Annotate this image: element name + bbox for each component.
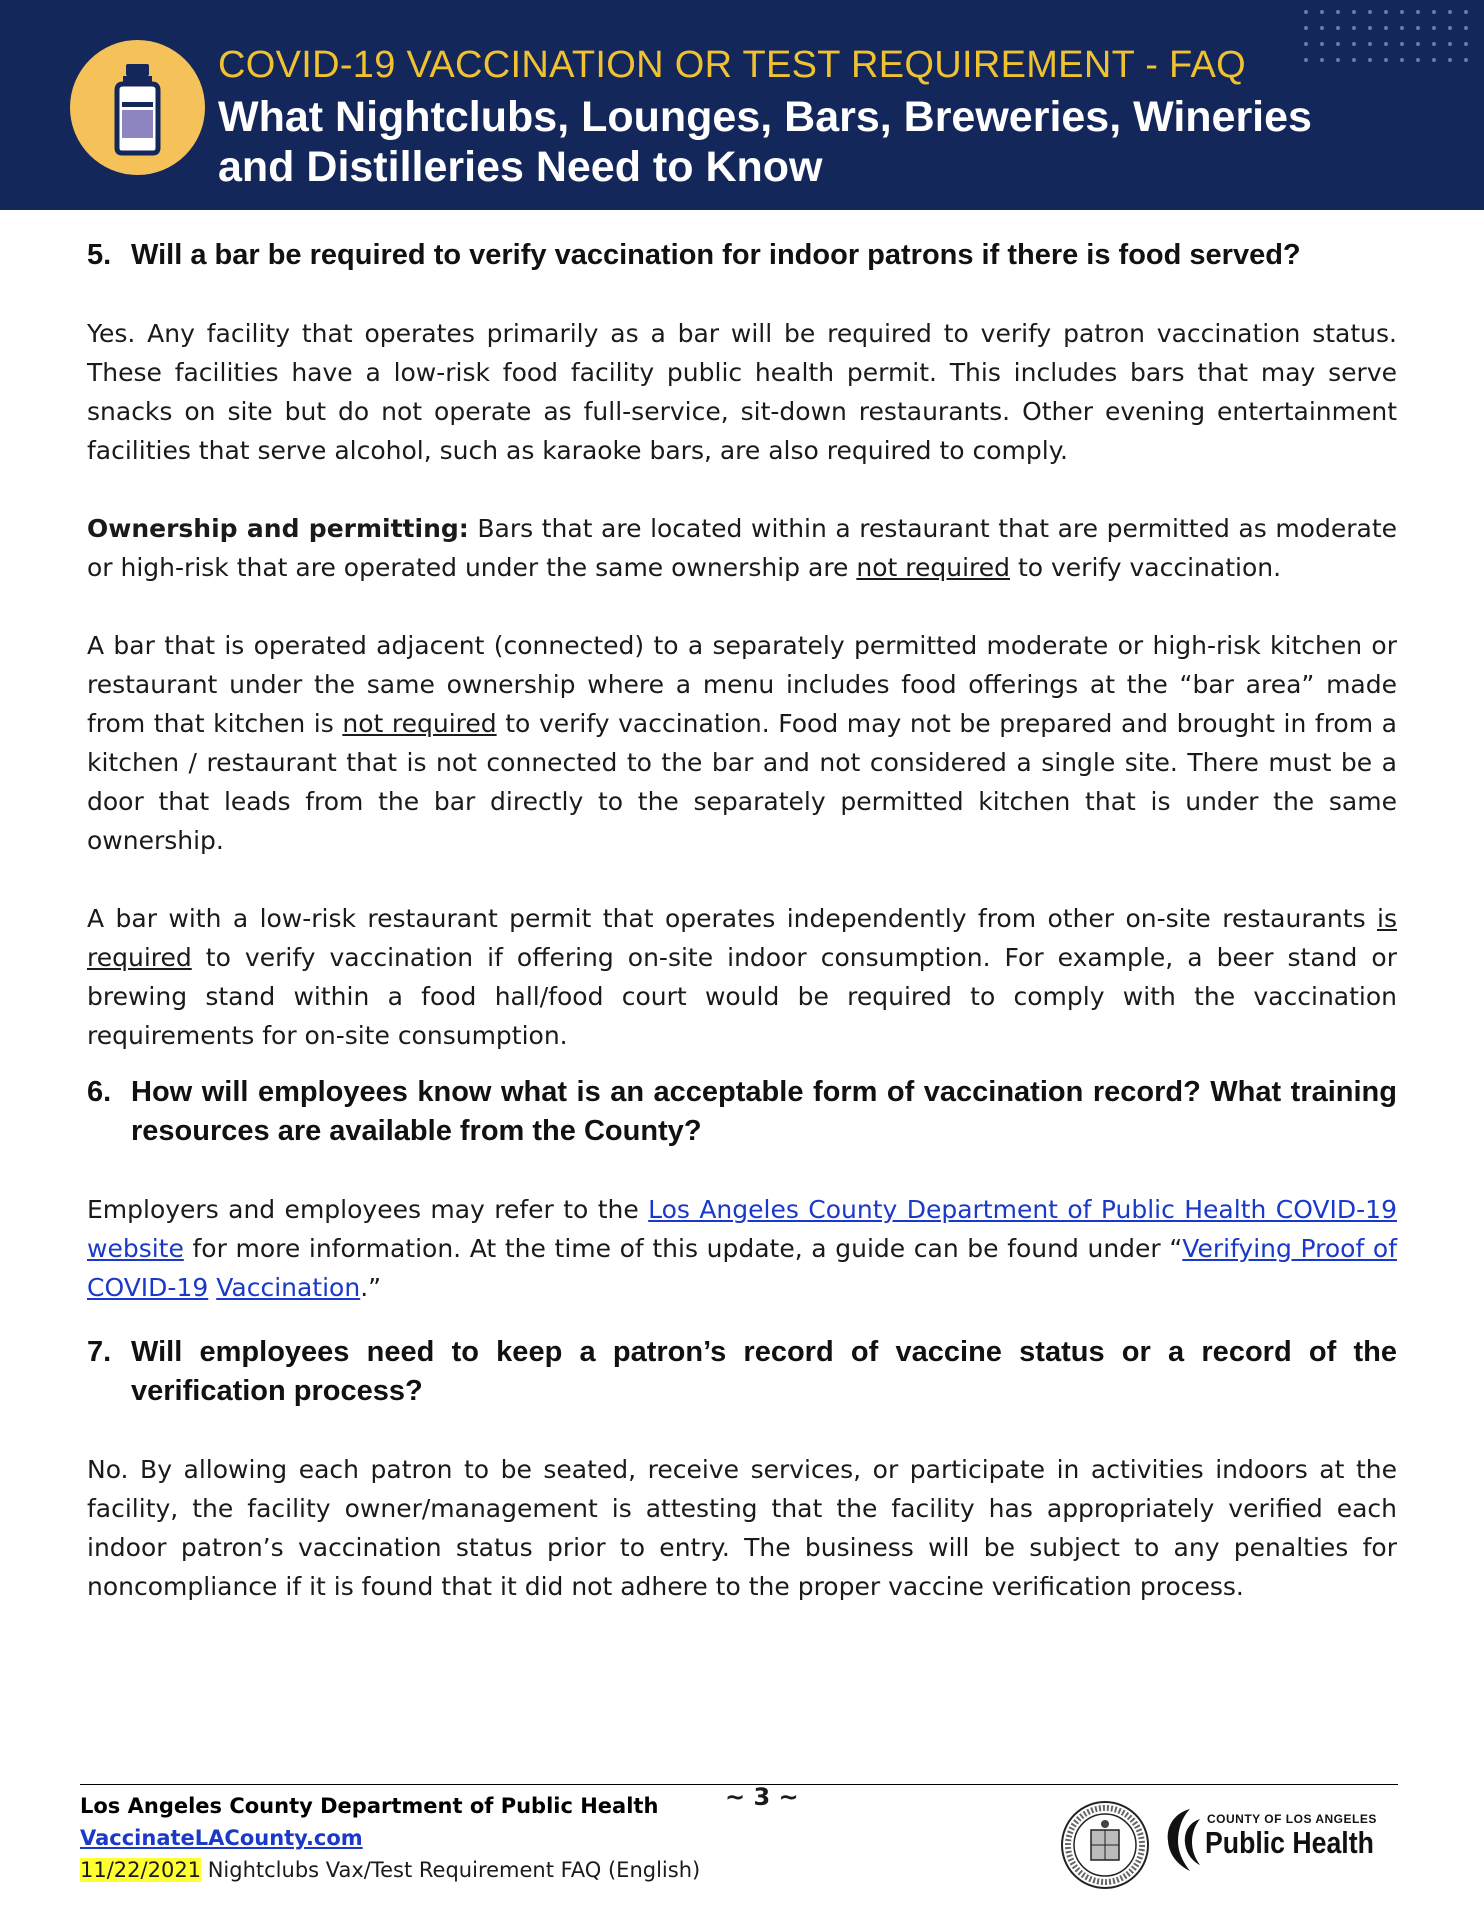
text-span: for more information. At the time of this update, a guide can be found under “	[183, 1234, 1183, 1263]
ownership-label: Ownership and permitting:	[87, 514, 469, 543]
footer-date: 11/22/2021	[80, 1858, 202, 1882]
answer-6-paragraph	[87, 1190, 1397, 1307]
header-banner	[0, 0, 1484, 210]
header-subtitle-line2: and Distilleries Need to Know	[218, 143, 823, 191]
question-7	[87, 1333, 1397, 1411]
decorative-dots-pattern	[1300, 6, 1484, 76]
faq-content	[87, 236, 1397, 1606]
text-span: A bar with a low-risk restaurant permit that operates independently from other on-site restaurants	[87, 904, 1378, 933]
logo-county-text: COUNTY OF LOS ANGELES	[1207, 1812, 1377, 1826]
is-required-underlined: is required	[87, 904, 1397, 972]
text-span: Employers and employees may refer to the	[87, 1195, 649, 1224]
header-subtitle-line1: What Nightclubs, Lounges, Bars, Breweries, Wineries	[218, 93, 1312, 141]
footer-org: Los Angeles County Department of Public Health	[80, 1794, 659, 1818]
vaccination-link[interactable]: Vaccination	[216, 1273, 361, 1302]
text-span: to verify vaccination.	[1010, 553, 1282, 582]
verifying-proof-link[interactable]: Verifying Proof of COVID-19	[87, 1234, 1397, 1302]
text-span: to verify vaccination. Food may not be prepared and brought in from a kitchen / restaurant that is not connected to the bar and not considered a single site. There must be a door that leads from the bar directly to the separately permitted kitchen that is under the same ownership.	[87, 709, 1397, 855]
question-number: 7.	[87, 1336, 112, 1368]
answer-5-paragraph-3	[87, 626, 1397, 860]
question-5	[87, 236, 1397, 275]
not-required-underlined: not required	[856, 553, 1011, 582]
question-number: 6.	[87, 1076, 112, 1108]
header-title: COVID-19 VACCINATION OR TEST REQUIREMENT - FAQ	[218, 44, 1246, 86]
answer-7-paragraph: No. By allowing each patron to be seated, receive services, or participate in activities indoors at the facility, the facility owner/management is attesting that the facility has appropriately verified each indoor patron’s vaccination status prior to entry. The business will be subject to any penalties for noncompliance if it is found that it did not adhere to the proper vaccine verification process.	[87, 1455, 1397, 1601]
answer-5-paragraph-2	[87, 509, 1397, 587]
footer-website-link[interactable]: VaccinateLACounty.com	[80, 1826, 363, 1850]
answer-5-paragraph-1: Yes. Any facility that operates primarily as a bar will be required to verify patron vaccination status. These facilities have a low-risk food facility public health permit. This includes bars that may serve snacks on site but do not operate as full-service, sit-down restaurants. Other evening entertainment facilities that serve alcohol, such as karaoke bars, are also required to comply.	[87, 319, 1397, 465]
text-span: A bar that is operated adjacent (connected) to a separately permitted moderate or high-risk kitchen or restaurant under the same ownership where a menu includes food offerings at the “bar area” made from that kitchen is	[87, 631, 1397, 738]
page-number: ~ 3 ~	[725, 1783, 799, 1811]
text-span: .”	[360, 1273, 382, 1302]
dph-covid-website-link[interactable]: Los Angeles County Department of Public Health COVID-19 website	[87, 1195, 1397, 1263]
county-seal-icon	[1060, 1800, 1150, 1890]
question-text: Will employees need to keep a patron’s record of vaccine status or a record of the verification process?	[131, 1336, 1397, 1407]
logo-public-health-text: Public Health	[1205, 1825, 1374, 1860]
footer-info	[80, 1790, 700, 1886]
text-span: to verify vaccination if offering on-site indoor consumption. For example, a beer stand or brewing stand within a food hall/food court would be required to comply with the vaccination requirements for on-site consumption.	[87, 943, 1397, 1050]
not-required-underlined: not required	[342, 709, 497, 738]
question-text: How will employees know what is an acceptable form of vaccination record? What training resources are available from the County?	[131, 1076, 1397, 1147]
question-number: 5.	[87, 239, 112, 271]
public-health-logo-icon	[1160, 1805, 1208, 1875]
question-6	[87, 1073, 1397, 1151]
header-subtitle	[218, 92, 1338, 192]
vaccine-bottle-icon	[70, 40, 205, 175]
answer-5-paragraph-4	[87, 899, 1397, 1055]
footer-doc-name: Nightclubs Vax/Test Requirement FAQ (English)	[201, 1858, 701, 1882]
text-span: Bars that are located within a restaurant that are permitted as moderate or high-risk that are operated under the same ownership are	[87, 514, 1398, 582]
question-text: Will a bar be required to verify vaccination for indoor patrons if there is food served?	[131, 239, 1301, 271]
